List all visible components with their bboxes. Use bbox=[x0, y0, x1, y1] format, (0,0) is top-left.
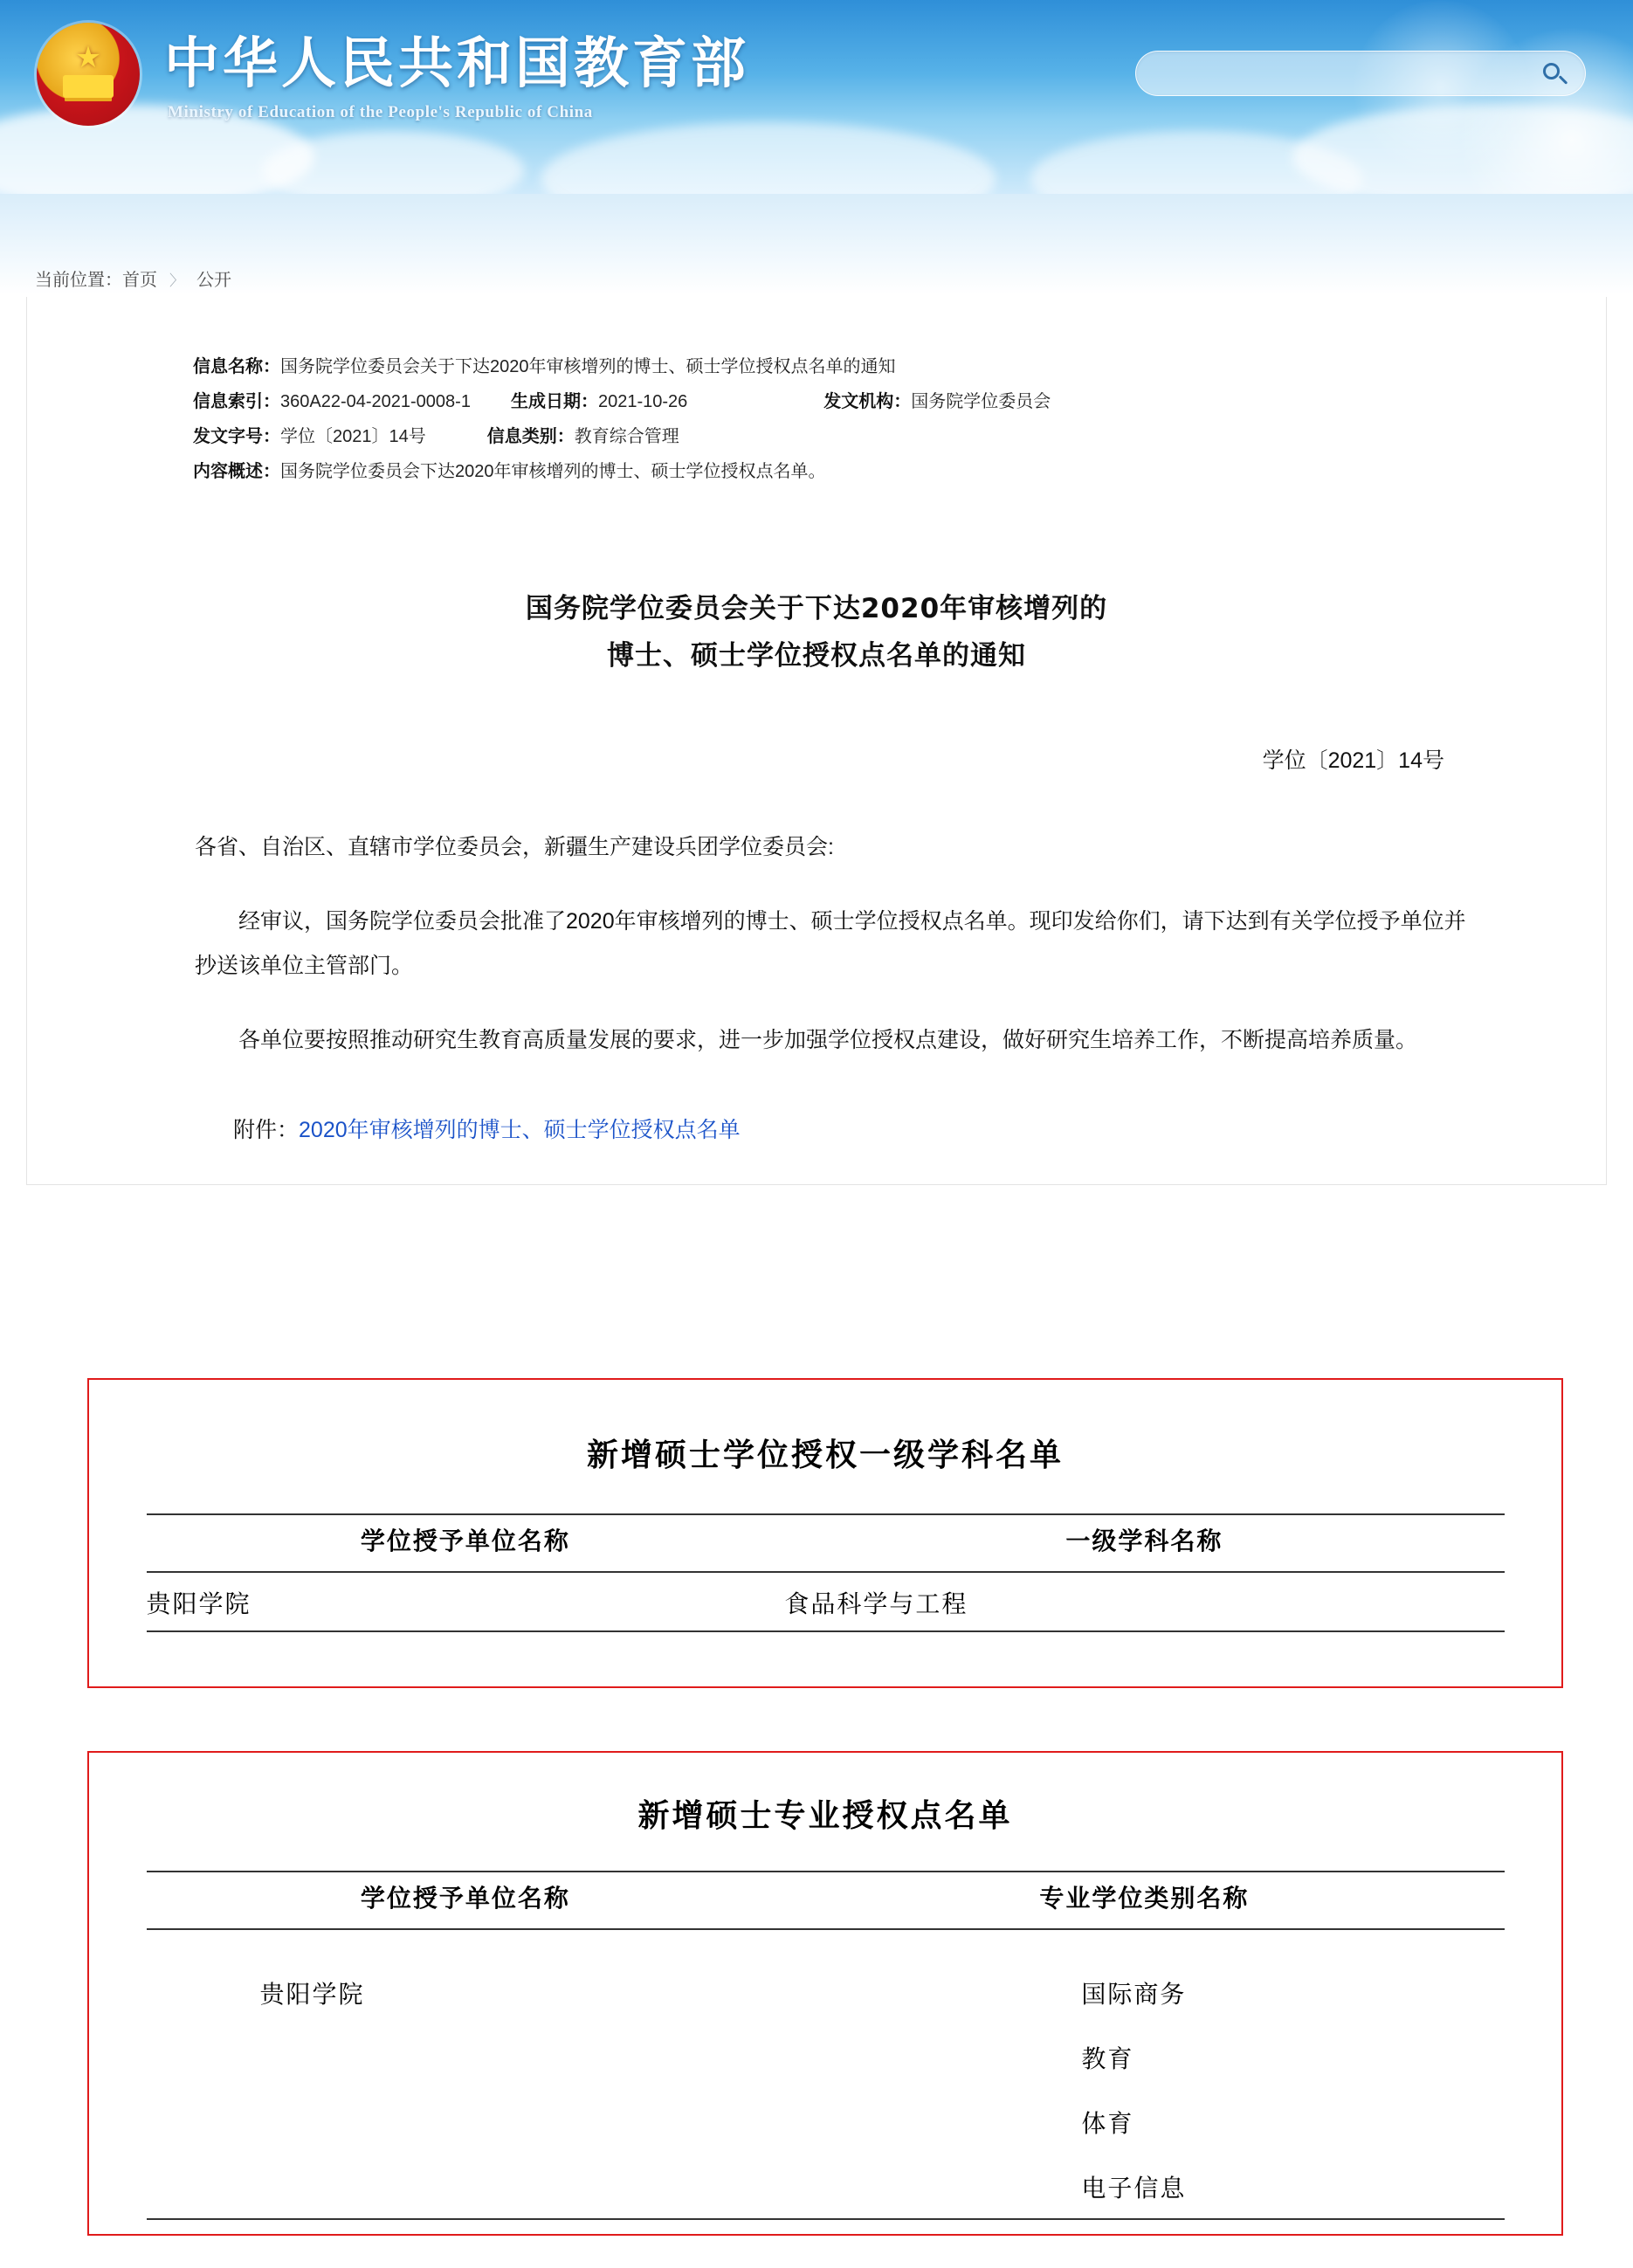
table-1-cell-unit: 贵阳学院 bbox=[147, 1572, 785, 1631]
document-number: 学位〔2021〕14号 bbox=[1262, 748, 1444, 773]
attachment-table-1-box bbox=[87, 1378, 1563, 1688]
table-2-cell-unit bbox=[147, 2154, 785, 2219]
breadcrumb-separator-icon: 〉 bbox=[169, 272, 184, 289]
table-row bbox=[147, 2089, 1505, 2154]
attachment-table-1 bbox=[147, 1513, 1505, 1632]
document-paragraph-2: 各单位要按照推动研究生教育高质量发展的要求，进一步加强学位授权点建设，做好研究生培养工作，不断提高培养质量。 bbox=[238, 1028, 1418, 1053]
table-row bbox=[147, 2024, 1505, 2089]
meta-row-index bbox=[193, 384, 1606, 419]
table-1-header-discipline: 一级学科名称 bbox=[784, 1514, 1504, 1572]
document-title-line-1: 国务院学位委员会关于下达2020年审核增列的 bbox=[525, 593, 1108, 624]
attachment-link[interactable]: 2020年审核增列的博士、硕士学位授权点名单 bbox=[299, 1117, 741, 1142]
meta-value-date: 2021-10-26 bbox=[597, 392, 688, 411]
table-row bbox=[147, 1960, 1505, 2024]
attachment-table-2 bbox=[147, 1871, 1505, 2220]
attachment-table-1-title: 新增硕士学位授权一级学科名单 bbox=[586, 1437, 1064, 1473]
national-emblem-icon bbox=[37, 23, 140, 126]
attachment-line bbox=[233, 1113, 1606, 1184]
document-body bbox=[195, 825, 1473, 1064]
star-icon: ★ bbox=[74, 41, 102, 75]
attachment-label: 附件： bbox=[233, 1117, 300, 1142]
breadcrumb-item-public[interactable]: 公开 bbox=[196, 271, 231, 290]
breadcrumb-prefix: 当前位置： bbox=[35, 271, 122, 290]
meta-row-summary bbox=[193, 454, 1606, 489]
meta-value-summary: 国务院学位委员会下达2020年审核增列的博士、硕士学位授权点名单。 bbox=[280, 462, 826, 481]
document-salutation: 各省、自治区、直辖市学位委员会，新疆生产建设兵团学位委员会: bbox=[195, 834, 834, 859]
meta-label-name: 信息名称： bbox=[193, 357, 280, 376]
table-2-header-unit: 学位授予单位名称 bbox=[147, 1872, 785, 1929]
table-2-header-category: 专业学位类别名称 bbox=[784, 1872, 1504, 1929]
meta-label-summary: 内容概述： bbox=[193, 462, 280, 481]
table-1-header-unit: 学位授予单位名称 bbox=[147, 1514, 785, 1572]
table-row bbox=[147, 2154, 1505, 2219]
table-2-cell-category: 教育 bbox=[1081, 2044, 1134, 2073]
table-2-cell-category: 电子信息 bbox=[784, 2154, 1504, 2219]
page-title bbox=[27, 585, 1606, 680]
meta-label-org: 发文机构： bbox=[823, 392, 912, 411]
meta-value-category: 教育综合管理 bbox=[574, 427, 679, 446]
meta-label-category: 信息类别： bbox=[486, 427, 575, 446]
table-2-cell-category: 国际商务 bbox=[1081, 1980, 1187, 2009]
table-2-cell-unit bbox=[147, 2024, 785, 2089]
meta-value-name: 国务院学位委员会关于下达2020年审核增列的博士、硕士学位授权点名单的通知 bbox=[280, 357, 896, 376]
meta-label-date: 生成日期： bbox=[510, 392, 598, 411]
site-title-english: Ministry of Education of the People's Republic of China bbox=[168, 103, 593, 121]
meta-label-index: 信息索引： bbox=[193, 392, 280, 411]
document-metadata bbox=[27, 297, 1606, 489]
breadcrumb bbox=[35, 265, 231, 291]
table-1-cell-discipline: 食品科学与工程 bbox=[784, 1572, 1504, 1631]
table-2-cell-category: 体育 bbox=[1081, 2109, 1134, 2138]
meta-row-name bbox=[193, 349, 1606, 384]
search-input[interactable] bbox=[1157, 52, 1524, 95]
search-box[interactable] bbox=[1135, 51, 1586, 96]
table-spacer-row bbox=[147, 1929, 1505, 1960]
table-row bbox=[147, 1572, 1505, 1631]
table-header-row bbox=[147, 1872, 1505, 1929]
attachment-table-2-title: 新增硕士专业授权点名单 bbox=[637, 1797, 1013, 1834]
meta-value-index: 360A22-04-2021-0008-1 bbox=[280, 392, 471, 411]
table-2-cell-unit: 贵阳学院 bbox=[259, 1980, 365, 2009]
attachment-table-2-box bbox=[87, 1751, 1563, 2236]
document-paragraph-1: 经审议，国务院学位委员会批准了2020年审核增列的博士、硕士学位授权点名单。现印发给你们，请下达到有关学位授予单位并抄送该单位主管部门。 bbox=[195, 908, 1466, 978]
meta-value-org: 国务院学位委员会 bbox=[911, 392, 1051, 411]
cloud-decoration bbox=[541, 122, 996, 194]
site-title-chinese: 中华人民共和国教育部 bbox=[164, 31, 749, 95]
table-2-cell-unit bbox=[147, 2089, 785, 2154]
meta-label-docnum: 发文字号： bbox=[193, 427, 280, 446]
document-card bbox=[26, 297, 1607, 1185]
meta-value-docnum: 学位〔2021〕14号 bbox=[280, 427, 426, 446]
search-icon[interactable] bbox=[1541, 61, 1568, 87]
document-title-line-2: 博士、硕士学位授权点名单的通知 bbox=[607, 640, 1026, 672]
site-header-banner bbox=[0, 0, 1633, 194]
breadcrumb-bar bbox=[0, 194, 1633, 294]
gate-shape bbox=[63, 75, 114, 98]
table-header-row bbox=[147, 1514, 1505, 1572]
meta-row-docnum bbox=[193, 419, 1606, 454]
breadcrumb-item-home[interactable]: 首页 bbox=[122, 271, 157, 290]
